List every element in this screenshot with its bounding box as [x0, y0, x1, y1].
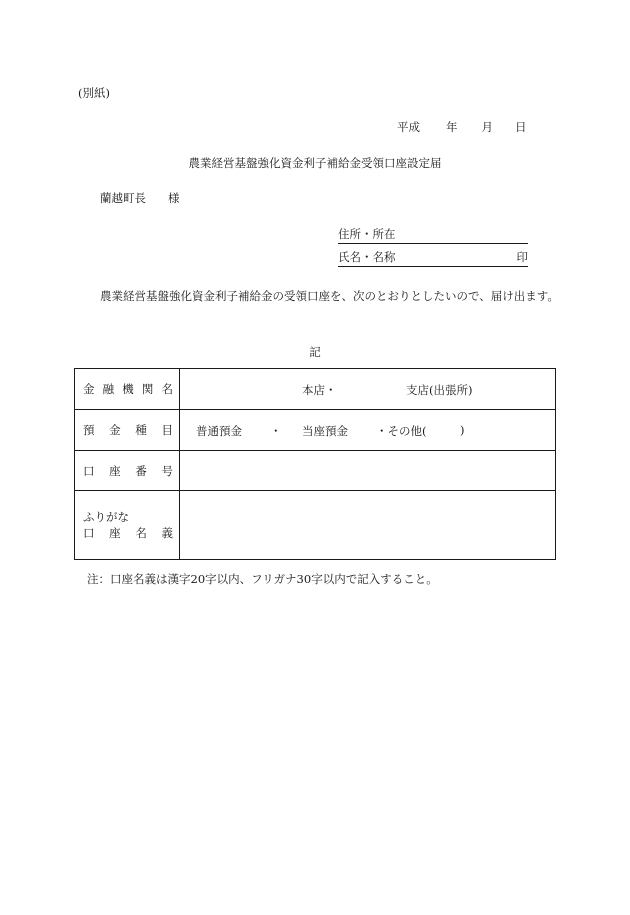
- label-deposit-type: 預 金 種 目: [75, 410, 180, 451]
- footnote: 注：口座名義は漢字20字以内、フリガナ30字以内で記入すること。: [87, 572, 438, 586]
- table-row-bank: [75, 369, 556, 410]
- addressee: [100, 190, 180, 206]
- option-separator: ・: [270, 424, 282, 438]
- date-era: 平成: [397, 120, 420, 134]
- date-year: 年: [446, 120, 458, 134]
- deposit-type-field[interactable]: [180, 410, 556, 451]
- date-line: [397, 119, 527, 135]
- attachment-label: (別紙): [78, 86, 110, 100]
- head-office-label: 本店・: [302, 383, 337, 397]
- label-account-number: 口 座 番 号: [75, 451, 180, 491]
- label-account-holder: ふりがな 口 座 名 義: [75, 491, 180, 560]
- account-number-field[interactable]: [180, 451, 556, 491]
- table-row-account-holder: [75, 491, 556, 560]
- date-day: 日: [515, 120, 527, 134]
- ki-heading: 記: [309, 345, 321, 359]
- account-form-table: [74, 368, 556, 560]
- table-row-account-type: [75, 410, 556, 451]
- signature-address-line: [338, 226, 528, 244]
- furigana-label: ふりがな: [83, 510, 129, 524]
- addressee-honorific: 様: [168, 191, 180, 205]
- addressee-name: 蘭越町長: [100, 191, 146, 205]
- seal-mark: 印: [516, 250, 528, 264]
- date-month: 月: [481, 120, 493, 134]
- bank-name-field[interactable]: [180, 369, 556, 410]
- table-row-account-number: [75, 451, 556, 491]
- option-other[interactable]: ・その他(: [376, 424, 427, 438]
- signature-name-line: [338, 249, 528, 267]
- branch-label: 支店(出張所): [406, 383, 473, 397]
- document-title: 農業経営基盤強化資金利子補給金受領口座設定届: [188, 156, 442, 170]
- label-bank-name: 金 融 機 関 名: [75, 369, 180, 410]
- address-label: 住所・所在: [338, 227, 396, 241]
- option-ordinary-deposit[interactable]: 普通預金: [196, 424, 242, 438]
- account-holder-field[interactable]: [180, 491, 556, 560]
- option-other-close: ): [460, 423, 465, 437]
- option-current-deposit[interactable]: 当座預金: [302, 424, 348, 438]
- body-text: 農業経営基盤強化資金利子補給金の受領口座を、次のとおりとしたいので、届け出ます。: [100, 289, 559, 303]
- name-label: 氏名・名称: [338, 250, 396, 264]
